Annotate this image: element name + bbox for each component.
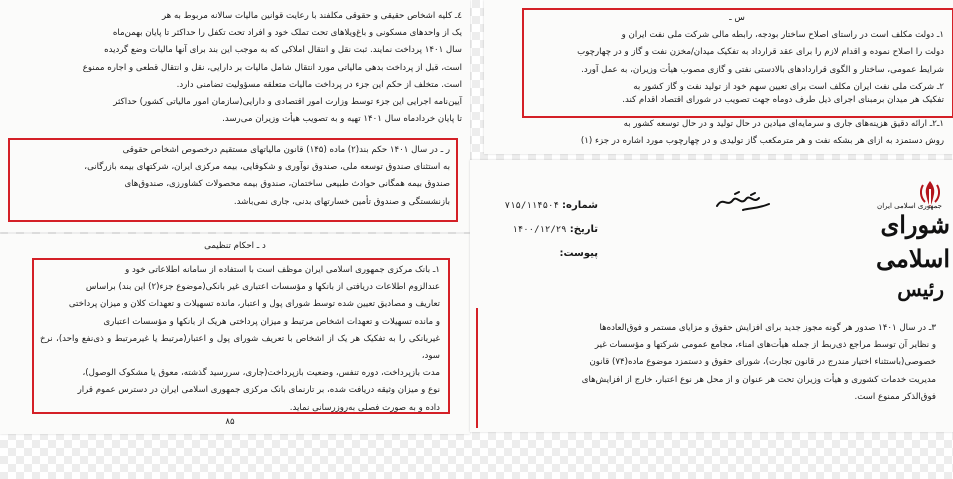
clause-label: س ـ — [729, 13, 745, 23]
text-line: مدت بازپرداخت، دوره تنفس، وضعیت بازپرداخت(جاری، سررسید گذشته، معوق یا مشکوک الوصول)، — [82, 368, 440, 379]
text-line: روش دستمزد به ازای هر بشکه نفت و هر مترمکعب گاز تولیدی و در چهارچوب مورد اشاره در جزء (۱) — [580, 136, 944, 147]
text-line: و مانده تسهیلات و تعهدات اشخاص مرتبط و میزان پرداختی هریک از بانکها و مؤسسات اعتباری — [103, 316, 440, 327]
number-value: ۷۱۵/۱۱۴۵۰۴ — [504, 201, 559, 211]
highlighted-paragraph — [530, 10, 944, 109]
text-line: تا پایان خردادماه سال ۱۴۰۱ تهیه و به تصویب هیأت وزیران می‌رسد. — [222, 114, 462, 125]
intro-paragraph — [16, 8, 462, 128]
text-line: به استثنای صندوق توسعه ملی، صندوق نوآوری و شکوفایی، بیمه مرکزی ایران، شرکتهای بیمه بازرگانی، — [84, 162, 450, 173]
text-line: ۲ـ شرکت ملی نفت ایران مکلف است برای تعیین سهم خود از تولید نفت و گاز کشور به — [633, 81, 944, 92]
text-line: سال ۱۴۰۱ پرداخت نمایند. ثبت نقل و انتقال املاکی که به موجب این بند برای آنها مالیات وضع گردیده — [104, 45, 462, 56]
number-row — [478, 194, 598, 218]
logo-sub-text: رئیس — [897, 277, 944, 301]
text-line: و نظایر آن توسط مراجع ذی‌ربط از جمله هیأت‌های امناء، مجامع عمومی شرکتها و مؤسسات غیر — [594, 340, 936, 351]
attachment-row — [478, 242, 598, 266]
letter-meta — [478, 194, 598, 266]
text-line: تفکیک هر میدان برمبنای اجرای ذیل طرف دوماه جهت تصویب در شورای اقتصاد اقدام کند. — [622, 95, 944, 106]
margin-rule — [470, 308, 478, 428]
page-number: ۸۵ — [225, 417, 235, 427]
text-line: مدیریت خدمات کشوری و هیأت وزیران تحت هر عنوان و از محل هر نوع اعتبار، خارج از افزایش‌های — [581, 374, 936, 385]
text-line: خصوصی(باستثناء اختیار مندرج در قانون تجارت)، شورای حقوق و دستمزد موضوع ماده(۷۴) قانون — [589, 357, 936, 368]
document-page-tax — [0, 0, 470, 232]
text-line: است. متخلف از حکم این جزء در پرداخت مالیات متعلقه مسؤولیت تضامنی دارد. — [176, 79, 462, 90]
logo-main-text: شورای اسلامی — [876, 210, 950, 273]
text-line: ۳ـ در سال ۱۴۰۱ صدور هر گونه مجوز جدید برای افزایش حقوق و مزایای مستمر و فوق‌العاده‌ها — [599, 323, 936, 333]
logo-top-text: جمهوری اسلامی ایران — [877, 202, 942, 210]
date-value: ۱۴۰۰/۱۲/۲۹ — [512, 225, 567, 235]
text-line: تعاریف و مصادیق تعیین شده توسط شورای پول و اعتبار، مانده تسهیلات و تعهدات کلان و میزان پرداختی — [68, 299, 440, 310]
text-line: ر ـ در سال ۱۴۰۱ حکم بند(۲) ماده (۱۴۵) قانون مالیاتهای مستقیم درخصوص اشخاص حقوقی — [122, 145, 450, 155]
letter-body — [486, 320, 936, 406]
text-line: ۱ـ بانک مرکزی جمهوری اسلامی ایران موظف است با استفاده از سامانه اطلاعاتی خود و — [125, 265, 440, 275]
signature-icon — [713, 190, 773, 214]
text-line: داده و به صورت فصلی به‌روزرسانی نماید. — [289, 402, 440, 413]
text-line: است، قبل از پرداخت بدهی مالیاتی مورد انتقال شامل مالیات بر دارایی، نقل و انتقال قطعی و اجاره ممنوع — [82, 62, 462, 73]
paragraph — [530, 116, 944, 150]
number-label: شماره: — [562, 200, 598, 211]
text-line: نوع و میزان وثیقه دریافت شده، بر تارنمای بانک مرکزی جمهوری اسلامی ایران در دسترس عموم قرار — [77, 385, 440, 396]
text-line: آیین‌نامه اجرایی این جزء توسط وزارت امور اقتصادی و دارایی(سازمان امور مالیاتی کشور) حداکثر — [113, 97, 462, 108]
text-line: ۱ـ۲ـ ارائه دقیق هزینه‌های جاری و سرمایه‌ای میادین در حال تولید و در حال توسعه کشور به — [623, 119, 944, 129]
text-line: بازنشستگی و صندوق تأمین خسارتهای بدنی، جاری نمی‌باشد. — [233, 196, 450, 207]
document-page-oil — [484, 0, 953, 154]
highlighted-paragraph — [16, 142, 450, 211]
text-line: ٤ـ کلیه اشخاص حقیقی و حقوقی مکلفند با رعایت قوانین مالیات سالانه مربوط به هر — [161, 11, 462, 21]
date-label: تاریخ: — [569, 224, 598, 235]
text-line: صندوق بیمه همگانی حوادث طبیعی ساختمان، صندوق بیمه محصولات کشاورزی، صندوق‌های — [124, 179, 450, 190]
text-line: فوق‌الذکر ممنوع است. — [854, 391, 936, 402]
section-heading: د ـ احکام تنظیمی — [204, 241, 266, 251]
highlighted-paragraph — [40, 262, 440, 417]
text-line: دولت را اصلاح نموده و اقدام لازم را برای عقد قرارداد به تفکیک میدان/مخزن نفت و گاز و در چهارچوب — [577, 47, 944, 58]
text-line: عندالزوم اطلاعات دریافتی از بانکها و مؤسسات اعتباری غیر بانکی(موضوع جزء(۲) این بند) براساس — [85, 282, 440, 293]
text-line: شرایط عمومی، ساختار و الگوی قراردادهای بالادستی نفتی و گازی مصوب هیأت وزیران، به عمل آورد. — [581, 64, 944, 75]
date-row — [478, 218, 598, 242]
letterhead-logo — [860, 202, 950, 302]
text-line: ۱ـ دولت مکلف است در راستای اصلاح ساختار بودجه، رابطه مالی شرکت ملی نفت ایران و — [621, 30, 944, 41]
attachment-label: پیوست: — [559, 248, 598, 259]
text-line: یک از واحدهای مسکونی و باغ‌ویلاهای تحت تملک خود و افراد تحت تکفل را حداکثر تا پایان بهمن‌ماه — [112, 28, 462, 39]
text-line: غیربانکی را به تفکیک هر یک از اشخاص با تعریف شورای پول و اعتبار(مرتبط یا غیرمرتبط و ذی‌نفع واحد)، نرخ سود، — [40, 333, 440, 362]
document-page-regulatory — [0, 234, 470, 434]
